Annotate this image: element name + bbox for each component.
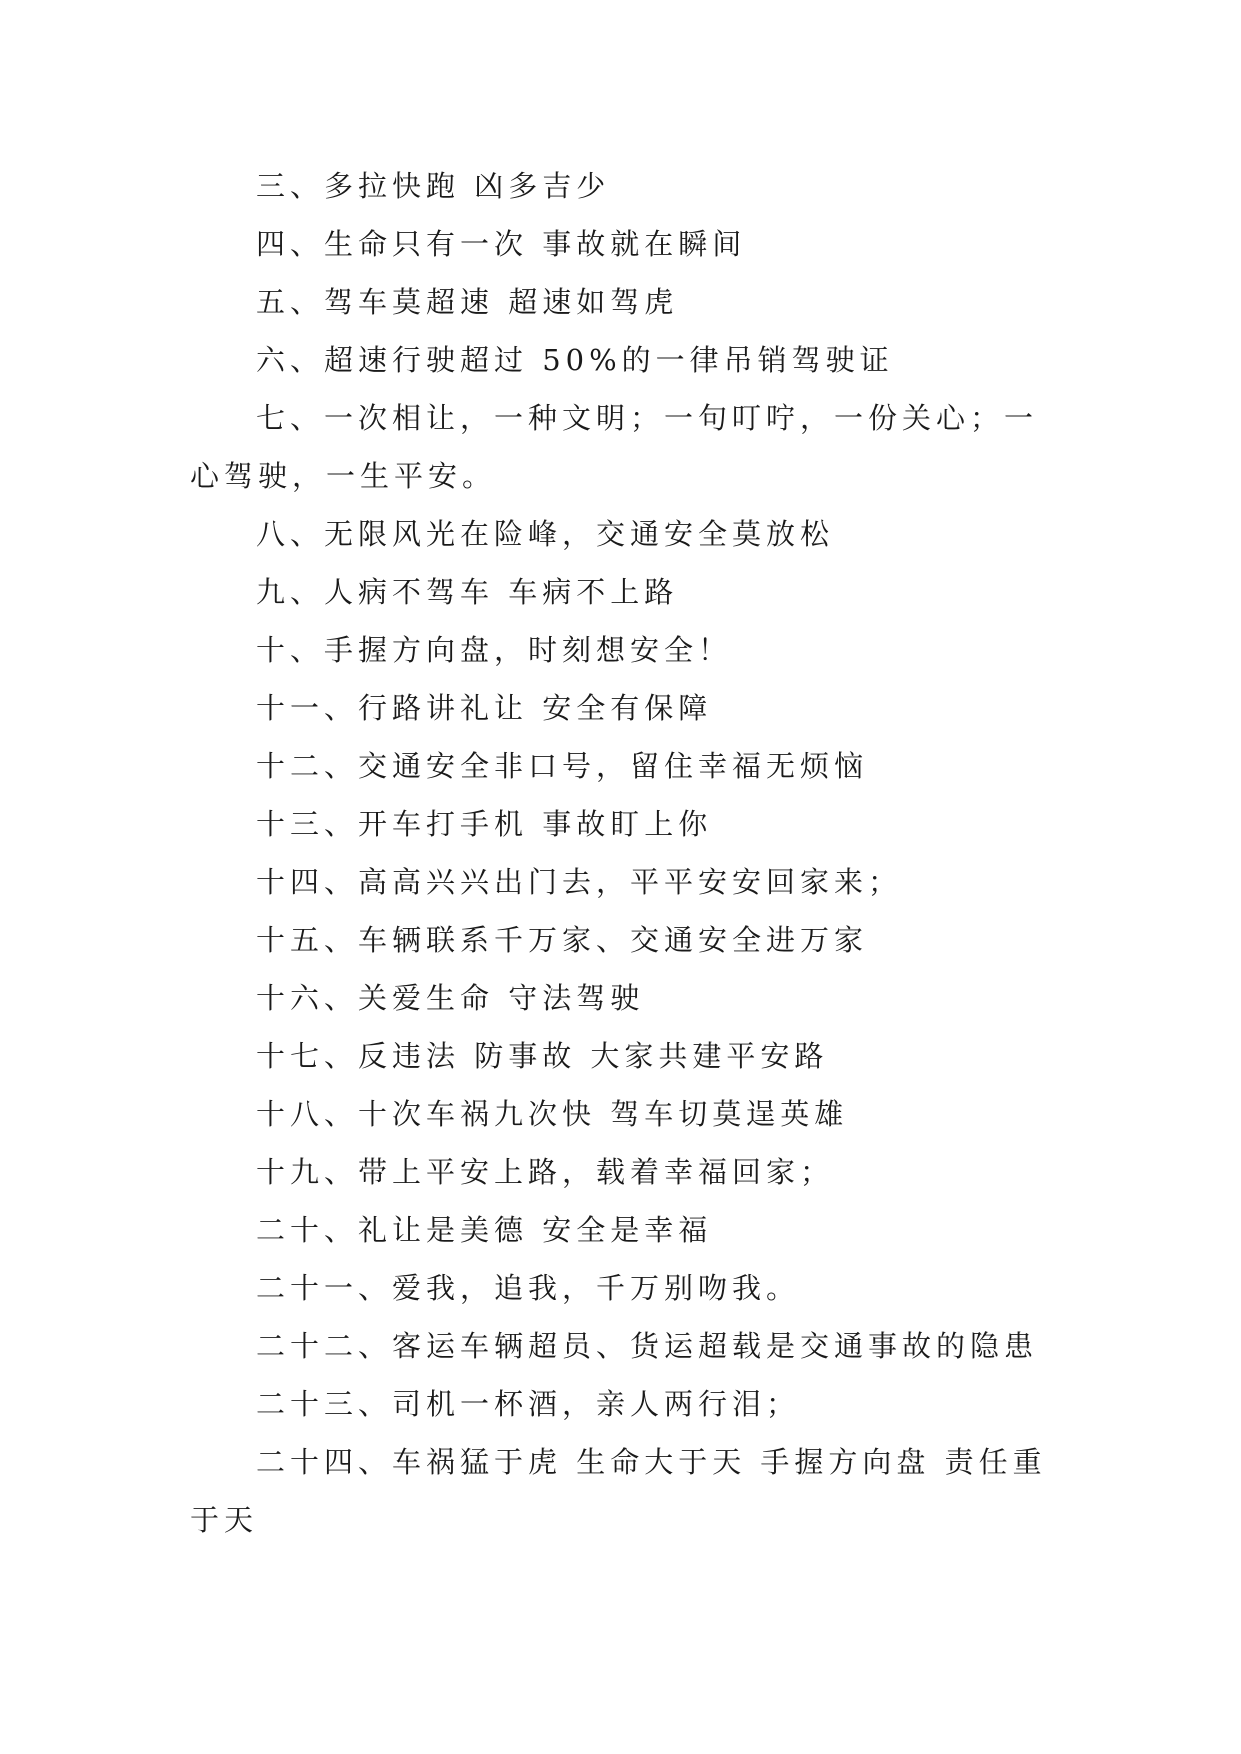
slogan-item: 二十二、客运车辆超员、货运超载是交通事故的隐患 [256, 1329, 1039, 1363]
slogan-item: 二十、礼让是美德 安全是幸福 [256, 1213, 713, 1247]
slogan-item: 三、多拉快跑 凶多吉少 [256, 169, 611, 203]
slogan-item: 十三、开车打手机 事故盯上你 [256, 807, 713, 841]
slogan-item: 二十三、司机一杯酒，亲人两行泪； [256, 1387, 801, 1421]
slogan-item: 十八、十次车祸九次快 驾车切莫逞英雄 [256, 1097, 849, 1131]
slogan-item: 七、一次相让，一种文明；一句叮咛，一份关心；一心驾驶，一生平安。 [190, 401, 1039, 493]
slogan-item: 十七、反违法 防事故 大家共建平安路 [256, 1039, 829, 1073]
slogan-item: 十四、高高兴兴出门去，平平安安回家来； [256, 865, 903, 899]
document-body [190, 157, 1050, 1549]
slogan-item: 十六、关爱生命 守法驾驶 [256, 981, 645, 1015]
slogan-item: 十二、交通安全非口号，留住幸福无烦恼 [256, 749, 869, 783]
slogan-item: 六、超速行驶超过 50%的一律吊销驾驶证 [256, 343, 894, 377]
slogan-item: 九、人病不驾车 车病不上路 [256, 575, 679, 609]
slogan-item: 十、手握方向盘，时刻想安全！ [256, 633, 733, 667]
slogan-item: 二十四、车祸猛于虎 生命大于天 手握方向盘 责任重于天 [190, 1445, 1047, 1537]
slogan-item: 八、无限风光在险峰，交通安全莫放松 [256, 517, 835, 551]
slogan-item: 十九、带上平安上路，载着幸福回家； [256, 1155, 835, 1189]
slogan-item: 十五、车辆联系千万家、交通安全进万家 [256, 923, 869, 957]
slogan-item: 五、驾车莫超速 超速如驾虎 [256, 285, 679, 319]
slogan-item: 四、生命只有一次 事故就在瞬间 [256, 227, 747, 261]
slogan-item: 二十一、爱我，追我，千万别吻我。 [256, 1271, 801, 1305]
slogan-item: 十一、行路讲礼让 安全有保障 [256, 691, 713, 725]
